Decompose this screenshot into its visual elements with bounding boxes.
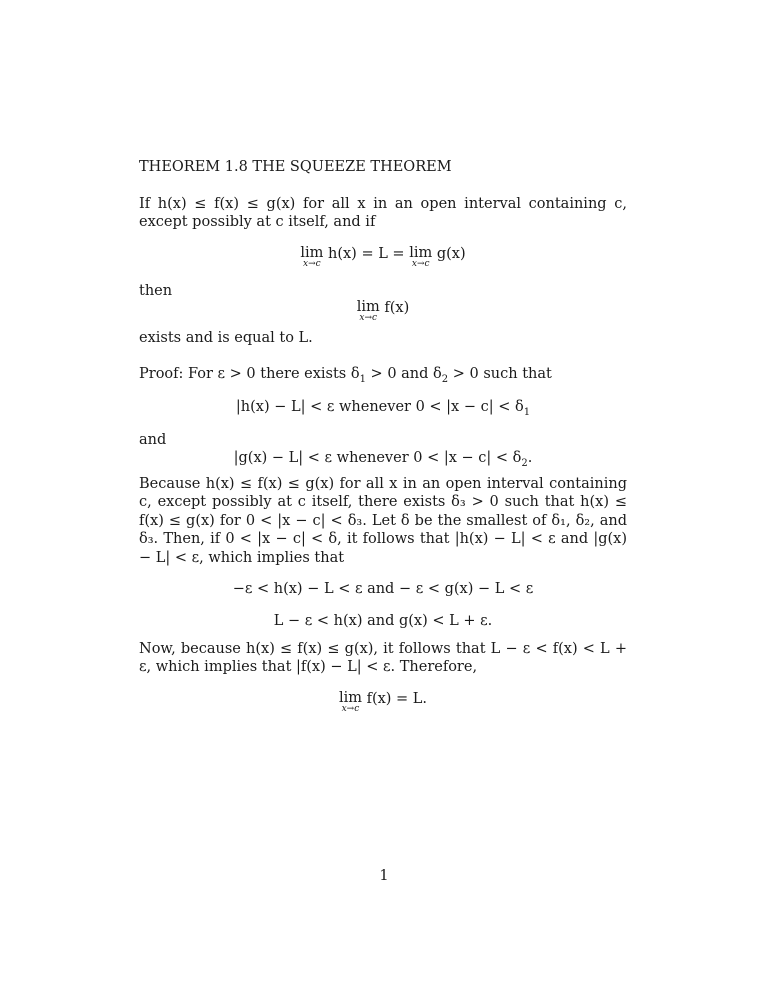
- limit-operator: lim x→c: [409, 245, 433, 269]
- display-limit-1: lim x→c h(x) = L = lim x→c g(x): [300, 245, 466, 269]
- page-number: 1: [379, 868, 389, 884]
- equation-2: |g(x) − L| < ε whenever $0 < |x - c| < \delta_2$.: [233, 450, 533, 469]
- equation-3: −ε < h(x) − L < ε and − ε < g(x) − L < ε: [232, 581, 534, 597]
- proof-paragraph-2: Now, because h(x) ≤ f(x) ≤ g(x), it follows that L − ε < f(x) < L + ε, which implies that |f(x) − L| < ε. Therefore,: [139, 641, 627, 676]
- theorem-statement: If h(x) ≤ f(x) ≤ g(x) for all x in an open interval containing c, except possibly at c itself, and if: [139, 196, 627, 231]
- final-limit: lim x→c f(x) = L.: [338, 690, 428, 714]
- then-word: then: [139, 283, 173, 299]
- proof-intro: Proof: For ε > 0 there exists $\delta_1 > 0$ and $\delta_2 > 0$ such that: [139, 366, 552, 385]
- theorem-heading: THEOREM 1.8 THE SQUEEZE THEOREM: [139, 159, 452, 175]
- equation-1: |h(x) − L| < ε whenever $0 < |x - c| < \delta_1$: [235, 399, 531, 418]
- proof-paragraph-1: Because h(x) ≤ f(x) ≤ g(x) for all x in an open interval containing c, except possibly at c itself, there exists δ₃ > 0 such that h(x) ≤ f(x) ≤ g(x) for 0 < |x − c| < δ₃. Let δ be the smallest of δ₁, δ₂, and δ₃. Then, if 0 < |x − c| < δ, it follows that |h(x) − L| < ε and |g(x) − L| < ε, which implies that: [139, 476, 627, 566]
- conclusion-text: exists and is equal to L.: [139, 330, 313, 346]
- limit-operator: lim x→c: [356, 299, 380, 323]
- limit-operator: lim x→c: [300, 245, 324, 269]
- display-limit-2: lim x→c f(x): [356, 299, 410, 323]
- and-word: and: [139, 432, 167, 448]
- limit-operator: lim x→c: [338, 690, 362, 714]
- equation-4: L − ε < h(x) and g(x) < L + ε.: [273, 613, 493, 629]
